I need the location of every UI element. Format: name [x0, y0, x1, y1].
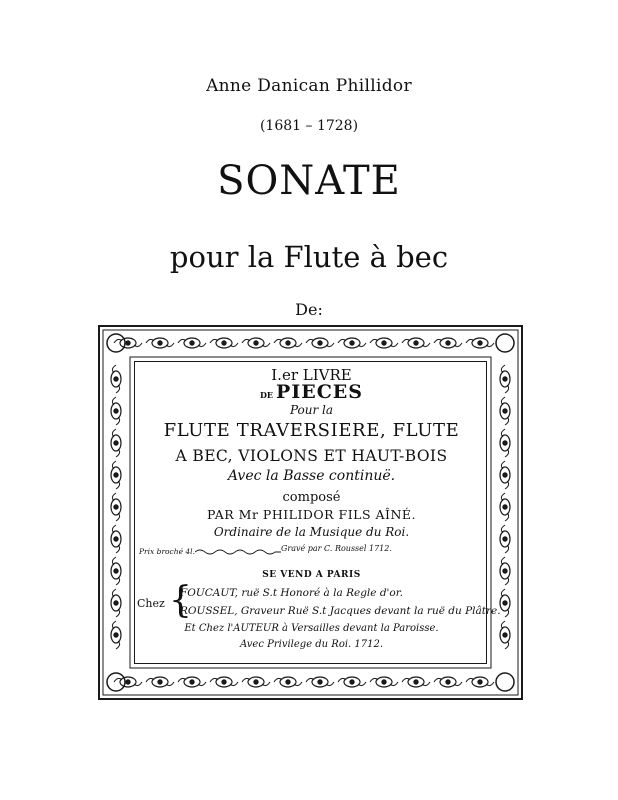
ornament-motif	[500, 557, 510, 585]
instruments-line: A BEC, VIOLONS ET HAUT-BOIS	[175, 447, 448, 465]
price-note: Prix broché 4l.	[139, 547, 195, 556]
ornament-motif	[402, 677, 430, 687]
ornament-motif	[178, 338, 206, 348]
ornament-motif	[242, 338, 270, 348]
ornament-motif	[338, 338, 366, 348]
composer-dates: (1681 – 1728)	[259, 118, 359, 134]
ornament-motif	[210, 338, 238, 348]
ornament-motif	[500, 461, 510, 489]
pieces-line	[135, 381, 488, 403]
livre-line: I.er LIVRE	[271, 366, 352, 384]
ornament-motif	[466, 677, 494, 687]
corner-rosette	[496, 334, 514, 352]
privilege-line: Avec Privilege du Roi. 1712.	[239, 639, 384, 650]
ornament-motif	[114, 338, 142, 348]
corner-rosette	[496, 673, 514, 691]
ornament-motif	[111, 397, 121, 425]
ornament-motif	[466, 338, 494, 348]
corner-rosette	[107, 673, 125, 691]
ornament-motif	[111, 461, 121, 489]
ornament-motif	[338, 677, 366, 687]
title-page-panel	[134, 361, 501, 664]
title-plate-engraving	[98, 325, 523, 700]
page-title: SONATE	[217, 158, 401, 204]
source-label: De:	[295, 300, 323, 319]
flute-traversiere-line: FLUTE TRAVERSIERE, FLUTE	[163, 420, 460, 441]
ornament-motif	[111, 429, 121, 457]
ornament-motif	[500, 493, 510, 521]
ornament-motif	[306, 338, 334, 348]
ornament-motif	[306, 677, 334, 687]
ornament-motif	[500, 621, 510, 649]
basse-continue-line: Avec la Basse continuë.	[227, 468, 396, 484]
engraver-note: Gravé par C. Roussel 1712.	[281, 544, 392, 553]
address-auteur: Et Chez l'AUTEUR à Versailles devant la Paroisse.	[184, 623, 439, 634]
ornament-motif	[146, 338, 174, 348]
address-foucaut: FOUCAUT, ruë S.t Honoré à la Regle d'or.	[180, 587, 403, 599]
ornament-motif	[178, 677, 206, 687]
ornament-motif	[111, 525, 121, 553]
de-word: DE	[259, 390, 274, 400]
flourish-ornament	[195, 548, 281, 556]
ornament-motif	[146, 677, 174, 687]
brace-symbol: {	[169, 580, 192, 621]
ornament-motif	[500, 525, 510, 553]
ornament-motif	[500, 397, 510, 425]
page-subtitle: pour la Flute à bec	[169, 240, 449, 274]
composer-name: Anne Danican Phillidor	[206, 76, 412, 96]
ornament-motif	[500, 429, 510, 457]
ornament-motif	[370, 677, 398, 687]
ornament-motif	[274, 677, 302, 687]
chez-label: Chez	[137, 597, 165, 610]
ornament-motif	[111, 365, 121, 393]
ornament-motif	[402, 338, 430, 348]
compose-line: composé	[282, 490, 341, 505]
ornament-motif	[111, 557, 121, 585]
ornament-motif	[111, 589, 121, 617]
ornament-motif	[500, 365, 510, 393]
ornament-motif	[114, 677, 142, 687]
vend-line: SE VEND A PARIS	[262, 570, 361, 580]
ornament-motif	[434, 677, 462, 687]
pour-la-line: Pour la	[289, 403, 334, 417]
address-roussel: ROUSSEL, Graveur Ruë S.t Jacques devant la ruë du Plâtre.	[180, 605, 501, 617]
ornament-motif	[434, 338, 462, 348]
ornament-motif	[500, 589, 510, 617]
ordinaire-line: Ordinaire de la Musique du Roi.	[213, 525, 410, 539]
corner-rosette	[107, 334, 125, 352]
ornament-motif	[111, 621, 121, 649]
author-line: PAR Mr PHILIDOR FILS AÎNÉ.	[206, 507, 416, 522]
ornament-motif	[370, 338, 398, 348]
ornament-motif	[274, 338, 302, 348]
ornament-motif	[111, 493, 121, 521]
ornament-motif	[242, 677, 270, 687]
ornament-motif	[210, 677, 238, 687]
pieces-word: PIECES	[276, 381, 364, 403]
